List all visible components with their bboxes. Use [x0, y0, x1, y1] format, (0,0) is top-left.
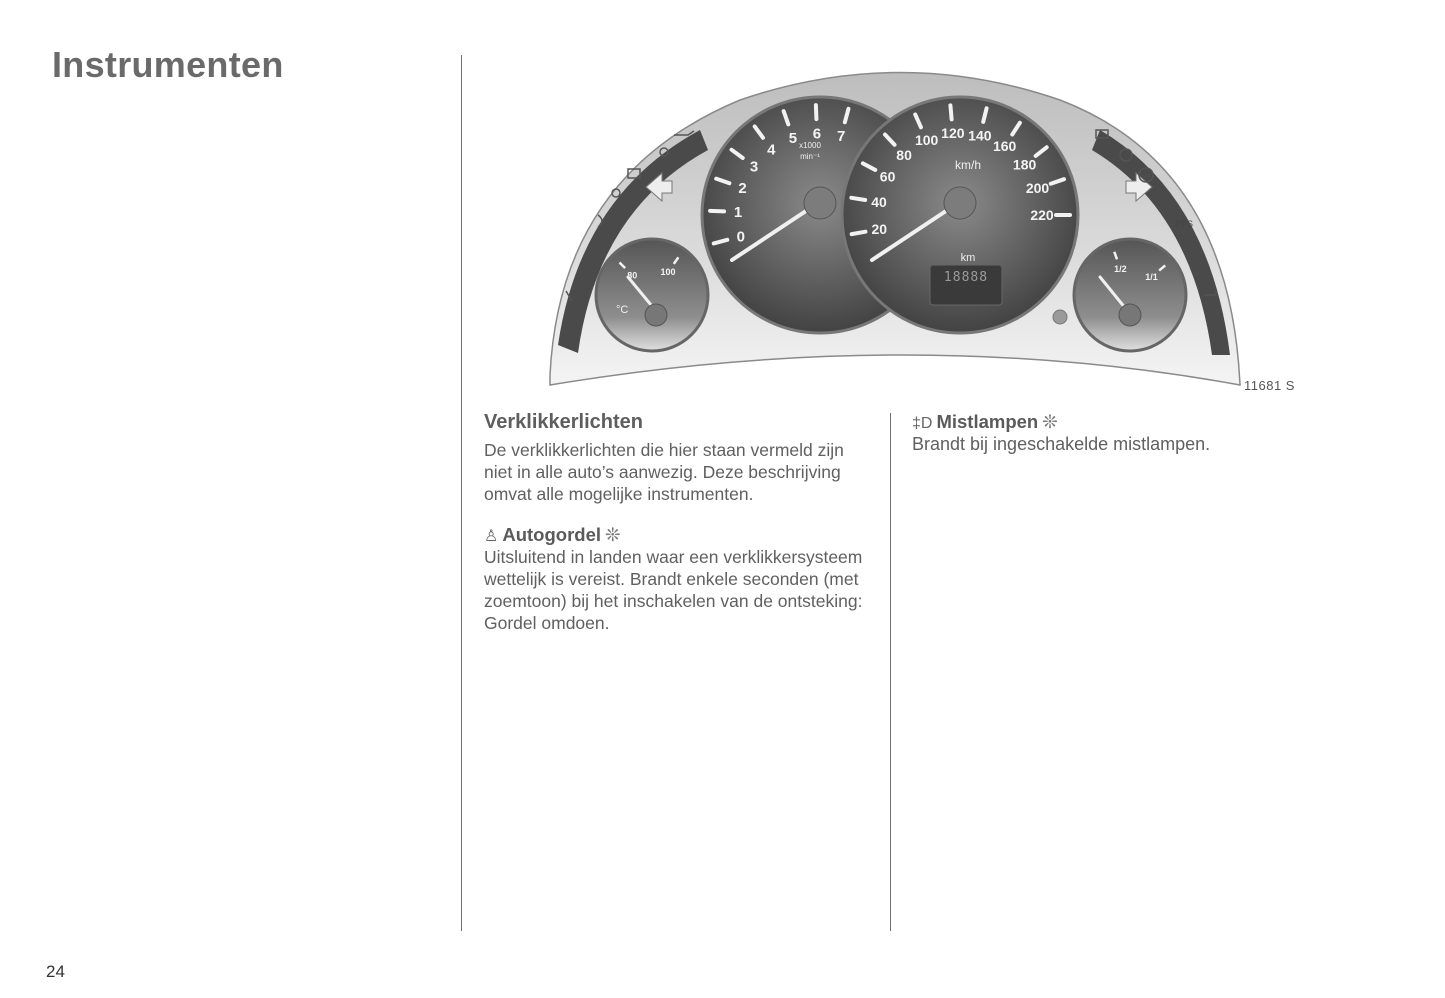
seatbelt-title: Autogordel — [502, 524, 601, 545]
speedometer-tick — [852, 232, 866, 234]
fuel-gauge-dial — [1074, 239, 1186, 351]
tachometer-label: 6 — [812, 125, 822, 143]
seatbelt-marker-icon: ❊ — [605, 524, 621, 545]
speedometer-label: 80 — [896, 146, 912, 163]
speedometer-label: 40 — [871, 194, 887, 211]
column-divider-right — [890, 413, 891, 931]
odometer-label: km — [960, 252, 976, 264]
tachometer-unit-bottom: min⁻¹ — [800, 152, 820, 161]
tachometer-hub — [804, 187, 836, 219]
speedometer-label: 60 — [879, 168, 896, 185]
tachometer-tick — [710, 211, 724, 212]
seatbelt-icon: ♙ — [484, 528, 499, 545]
temperature-label: °C — [616, 304, 629, 316]
tachometer-label: 4 — [767, 141, 776, 159]
speedometer-label: 20 — [871, 221, 888, 238]
instrument-cluster-illustration — [540, 55, 1260, 405]
abs-label: ABS — [1141, 173, 1151, 178]
fog-lamp-icon: ‡D — [912, 415, 933, 432]
tachometer-label: 3 — [749, 158, 759, 176]
speedometer-unit: km/h — [954, 158, 982, 172]
odometer-display: 18888 — [943, 270, 989, 285]
fuel-hub — [1119, 304, 1141, 326]
speedometer-label: 200 — [1025, 180, 1050, 197]
temperature-gauge-dial — [596, 239, 708, 351]
column-right — [912, 411, 1332, 455]
temperature-label-group — [616, 304, 628, 316]
tachometer-label: 2 — [738, 180, 747, 198]
fog-lamps-marker-icon: ❊ — [1042, 411, 1058, 432]
speedometer-tick — [851, 198, 865, 200]
seatbelt-text: Uitsluitend in landen waar een verklikkersysteem wettelijk is vereist. Brandt enkele seconden (met zoemtoon) bij het inschakelen van de ontsteking: Gordel omdoen. — [484, 547, 863, 633]
speedometer-label: 180 — [1012, 156, 1037, 173]
speedometer-hub — [944, 187, 976, 219]
tachometer-label: 5 — [788, 129, 798, 147]
intro-text: De verklikkerlichten die hier staan vermeld zijn niet in alle auto’s aanwezig. Deze beschrijving omvat alle mogelijke instrumenten. — [484, 440, 844, 504]
temperature-hub — [645, 304, 667, 326]
tachometer-unit-top: x1000 — [799, 141, 821, 150]
fuel-label: 1/1 — [1145, 272, 1158, 283]
tachometer-label: 1 — [733, 204, 743, 222]
column-left — [484, 411, 874, 634]
fog-lamps-heading — [912, 411, 1332, 433]
fog-lamps-text: Brandt bij ingeschakelde mistlampen. — [912, 434, 1211, 454]
speedometer-label: 160 — [992, 138, 1017, 155]
eps-label: EPS — [1174, 219, 1194, 229]
page-title: Instrumenten — [52, 44, 284, 85]
tachometer-label: 7 — [837, 128, 846, 146]
section-heading: Verklikkerlichten — [484, 411, 643, 433]
temperature-label: 80 — [627, 270, 638, 281]
trip-reset-knob — [1053, 310, 1067, 324]
figure-id: 11681 S — [1244, 378, 1295, 393]
speedometer-tick — [950, 105, 951, 119]
fog-lamps-title: Mistlampen — [936, 411, 1039, 432]
tachometer-label: 0 — [736, 228, 745, 246]
speedometer-label: 100 — [914, 131, 939, 148]
speedometer-label: 220 — [1030, 206, 1054, 223]
seatbelt-heading — [484, 524, 874, 546]
speedometer-label: 140 — [968, 127, 992, 144]
temperature-label: 100 — [660, 267, 676, 278]
fuel-label: 1/2 — [1114, 263, 1127, 274]
page-number: 24 — [46, 962, 65, 981]
column-divider-left — [461, 55, 462, 931]
speedometer-label: 120 — [941, 125, 965, 142]
tachometer-tick — [816, 105, 817, 119]
